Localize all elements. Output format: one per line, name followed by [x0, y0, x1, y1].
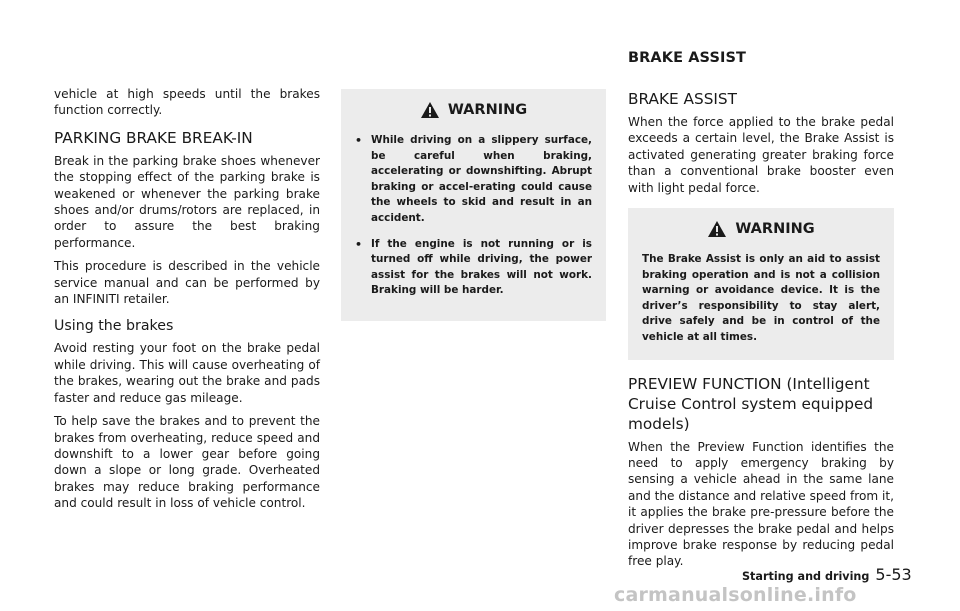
heading-using-brakes: Using the brakes — [54, 318, 174, 335]
warning-box — [628, 208, 894, 360]
warning-item: • While driving on a slippery surface, be careful when braking, accelerating or downshifting. Abrupt braking or accel-erating could cause the wheels to skid and result in an accident. — [355, 133, 592, 227]
watermark: carmanualsonline.info — [614, 584, 857, 606]
heading-brake-assist: BRAKE ASSIST — [628, 90, 737, 108]
column-middle — [341, 89, 606, 321]
heading-preview-function: PREVIEW FUNCTION (Intelligent Cruise Control system equipped models) — [628, 374, 874, 433]
warning-header — [355, 101, 592, 119]
column-right — [628, 90, 894, 577]
paragraph-parking-2: This procedure is described in the vehicle service manual and can be performed by an INFINITI retailer. — [54, 259, 320, 307]
warning-header — [642, 220, 880, 238]
paragraph-using-2: To help save the brakes and to prevent the brakes from overheating, reduce speed and downshift to a lower gear before going down a slope or long grade. Overheated brakes may reduce braking performance and could result in loss of vehicle control. — [54, 414, 320, 511]
paragraph-parking-1: Break in the parking brake shoes whenever the stopping effect of the parking brake is weakened or whenever the parking brake shoes and/or drums/rotors are replaced, in order to assure the best braking performance. — [54, 153, 320, 250]
page-number: 5-53 — [875, 565, 912, 584]
paragraph-preview: When the Preview Function identifies the need to apply emergency braking by sensing a vehicle ahead in the same lane and the distance and relative speed from it, it applies the brake pre-pressure before the driver depresses the brake pedal and helps improve brake response by reducing pedal free play. — [628, 439, 894, 569]
warning-label: WARNING — [447, 102, 528, 118]
page-footer — [742, 565, 912, 584]
warning-box — [341, 89, 606, 321]
footer-section-name: Starting and driving — [742, 570, 870, 583]
warning-triangle-icon — [707, 220, 727, 238]
paragraph-brake-assist: When the force applied to the brake pedal exceeds a certain level, the Brake Assist is activated generating greater braking force than a conventional brake booster even with light pedal force. — [628, 115, 894, 195]
paragraph-using-1: Avoid resting your foot on the brake pedal while driving. This will cause overheating of the brakes, wearing out the brake and pads faster and reduce gas mileage. — [54, 341, 320, 405]
warning-item: • If the engine is not running or is turned off while driving, the power assist for the brakes will not work. Braking will be harder. — [355, 237, 592, 299]
warning-text: The Brake Assist is only an aid to assist braking operation and is not a collision warning or avoidance device. It is the driver’s responsibility to stay alert, drive safely and be in control of the vehicle at all times. — [642, 253, 880, 343]
intro-paragraph: vehicle at high speeds until the brakes function correctly. — [54, 87, 320, 118]
heading-parking-brake: PARKING BRAKE BREAK-IN — [54, 128, 253, 147]
column-left — [54, 86, 320, 519]
warning-label: WARNING — [735, 221, 815, 238]
warning-triangle-icon — [420, 101, 440, 119]
warning-list — [355, 133, 592, 299]
page-section-title: BRAKE ASSIST — [628, 50, 747, 66]
